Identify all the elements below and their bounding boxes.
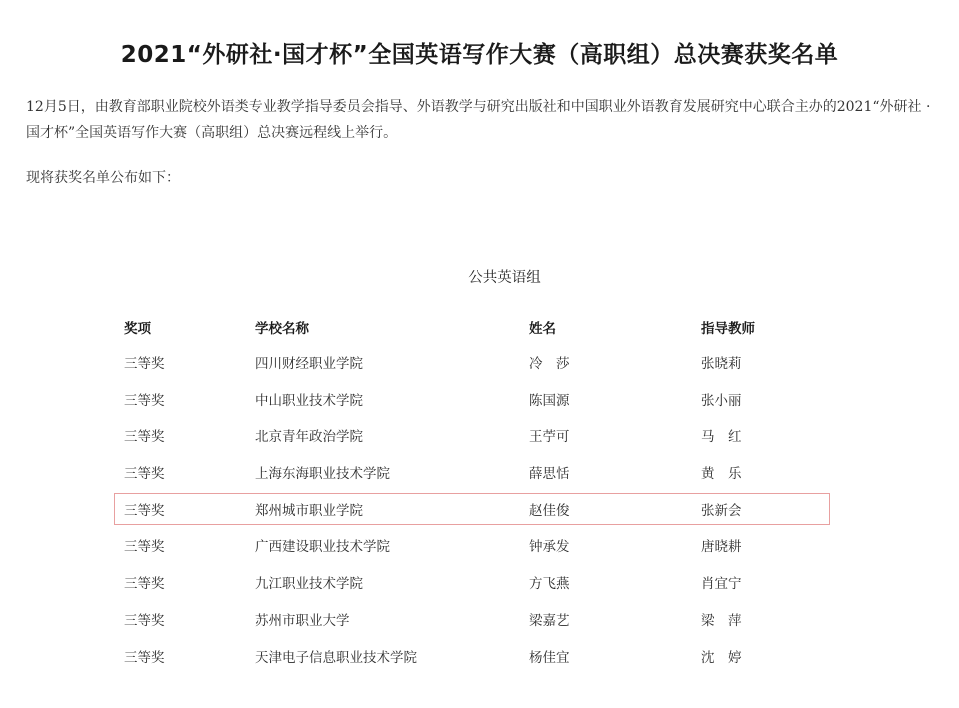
header-teacher: 指导教师 xyxy=(701,321,755,337)
name-cell: 赵佳俊 xyxy=(529,502,570,519)
group-title: 公共英语组 xyxy=(468,270,541,286)
table-header-row xyxy=(112,314,832,344)
name-cell: 方飞燕 xyxy=(529,576,570,593)
table-row xyxy=(112,344,832,381)
school-cell: 天津电子信息职业技术学院 xyxy=(255,649,417,666)
award-cell: 三等奖 xyxy=(124,649,165,666)
table-row xyxy=(112,417,832,454)
header-award: 奖项 xyxy=(124,321,151,337)
teacher-cell: 张新会 xyxy=(701,502,742,519)
award-cell: 三等奖 xyxy=(124,612,165,629)
table-row xyxy=(112,454,832,491)
name-cell: 钟承发 xyxy=(529,539,570,556)
award-cell: 三等奖 xyxy=(124,429,165,446)
header-name: 姓名 xyxy=(529,321,556,337)
school-cell: 九江职业技术学院 xyxy=(255,576,363,593)
teacher-cell: 黄 乐 xyxy=(701,466,742,483)
table-row-highlighted xyxy=(112,491,832,528)
teacher-cell: 张小丽 xyxy=(701,392,742,409)
school-cell: 中山职业技术学院 xyxy=(255,392,363,409)
name-cell: 杨佳宜 xyxy=(529,649,570,666)
table-row xyxy=(112,527,832,564)
award-cell: 三等奖 xyxy=(124,356,165,372)
school-cell: 北京青年政治学院 xyxy=(255,429,363,446)
table-row xyxy=(112,601,832,638)
name-cell: 王苧可 xyxy=(529,429,570,446)
name-cell: 陈国源 xyxy=(529,392,570,409)
award-cell: 三等奖 xyxy=(124,502,165,519)
award-cell: 三等奖 xyxy=(124,576,165,593)
teacher-cell: 梁 萍 xyxy=(701,612,742,629)
name-cell: 冷 莎 xyxy=(529,356,570,372)
page-title: 2021“外研社·国才杯”全国英语写作大赛（高职组）总决赛获奖名单 xyxy=(120,42,839,68)
teacher-cell: 张晓莉 xyxy=(701,356,742,372)
table-row xyxy=(112,564,832,601)
award-cell: 三等奖 xyxy=(124,539,165,556)
teacher-cell: 沈 婷 xyxy=(701,649,742,666)
award-cell: 三等奖 xyxy=(124,392,165,409)
teacher-cell: 马 红 xyxy=(701,429,742,446)
name-cell: 梁嘉艺 xyxy=(529,612,570,629)
school-cell: 郑州城市职业学院 xyxy=(255,502,363,519)
name-cell: 薛思恬 xyxy=(529,466,570,483)
award-cell: 三等奖 xyxy=(124,466,165,483)
school-cell: 苏州市职业大学 xyxy=(255,612,350,629)
table-row xyxy=(112,638,832,675)
school-cell: 上海东海职业技术学院 xyxy=(255,466,390,483)
table-row xyxy=(112,381,832,418)
teacher-cell: 肖宜宁 xyxy=(701,576,742,593)
school-cell: 广西建设职业技术学院 xyxy=(255,539,390,556)
teacher-cell: 唐晓耕 xyxy=(701,539,742,556)
awards-table xyxy=(112,314,832,674)
header-school: 学校名称 xyxy=(255,321,309,337)
school-cell: 四川财经职业学院 xyxy=(255,356,363,372)
announce-text: 现将获奖名单公布如下： xyxy=(26,170,180,186)
intro-paragraph: 12月5日，由教育部职业院校外语类专业教学指导委员会指导、外语教学与研究出版社和中国职业外语教育发展研究中心联合主办的2021“外研社 · 国才杯”全国英语写作大赛（高职组）总决赛远程线上举行。 xyxy=(26,99,931,141)
